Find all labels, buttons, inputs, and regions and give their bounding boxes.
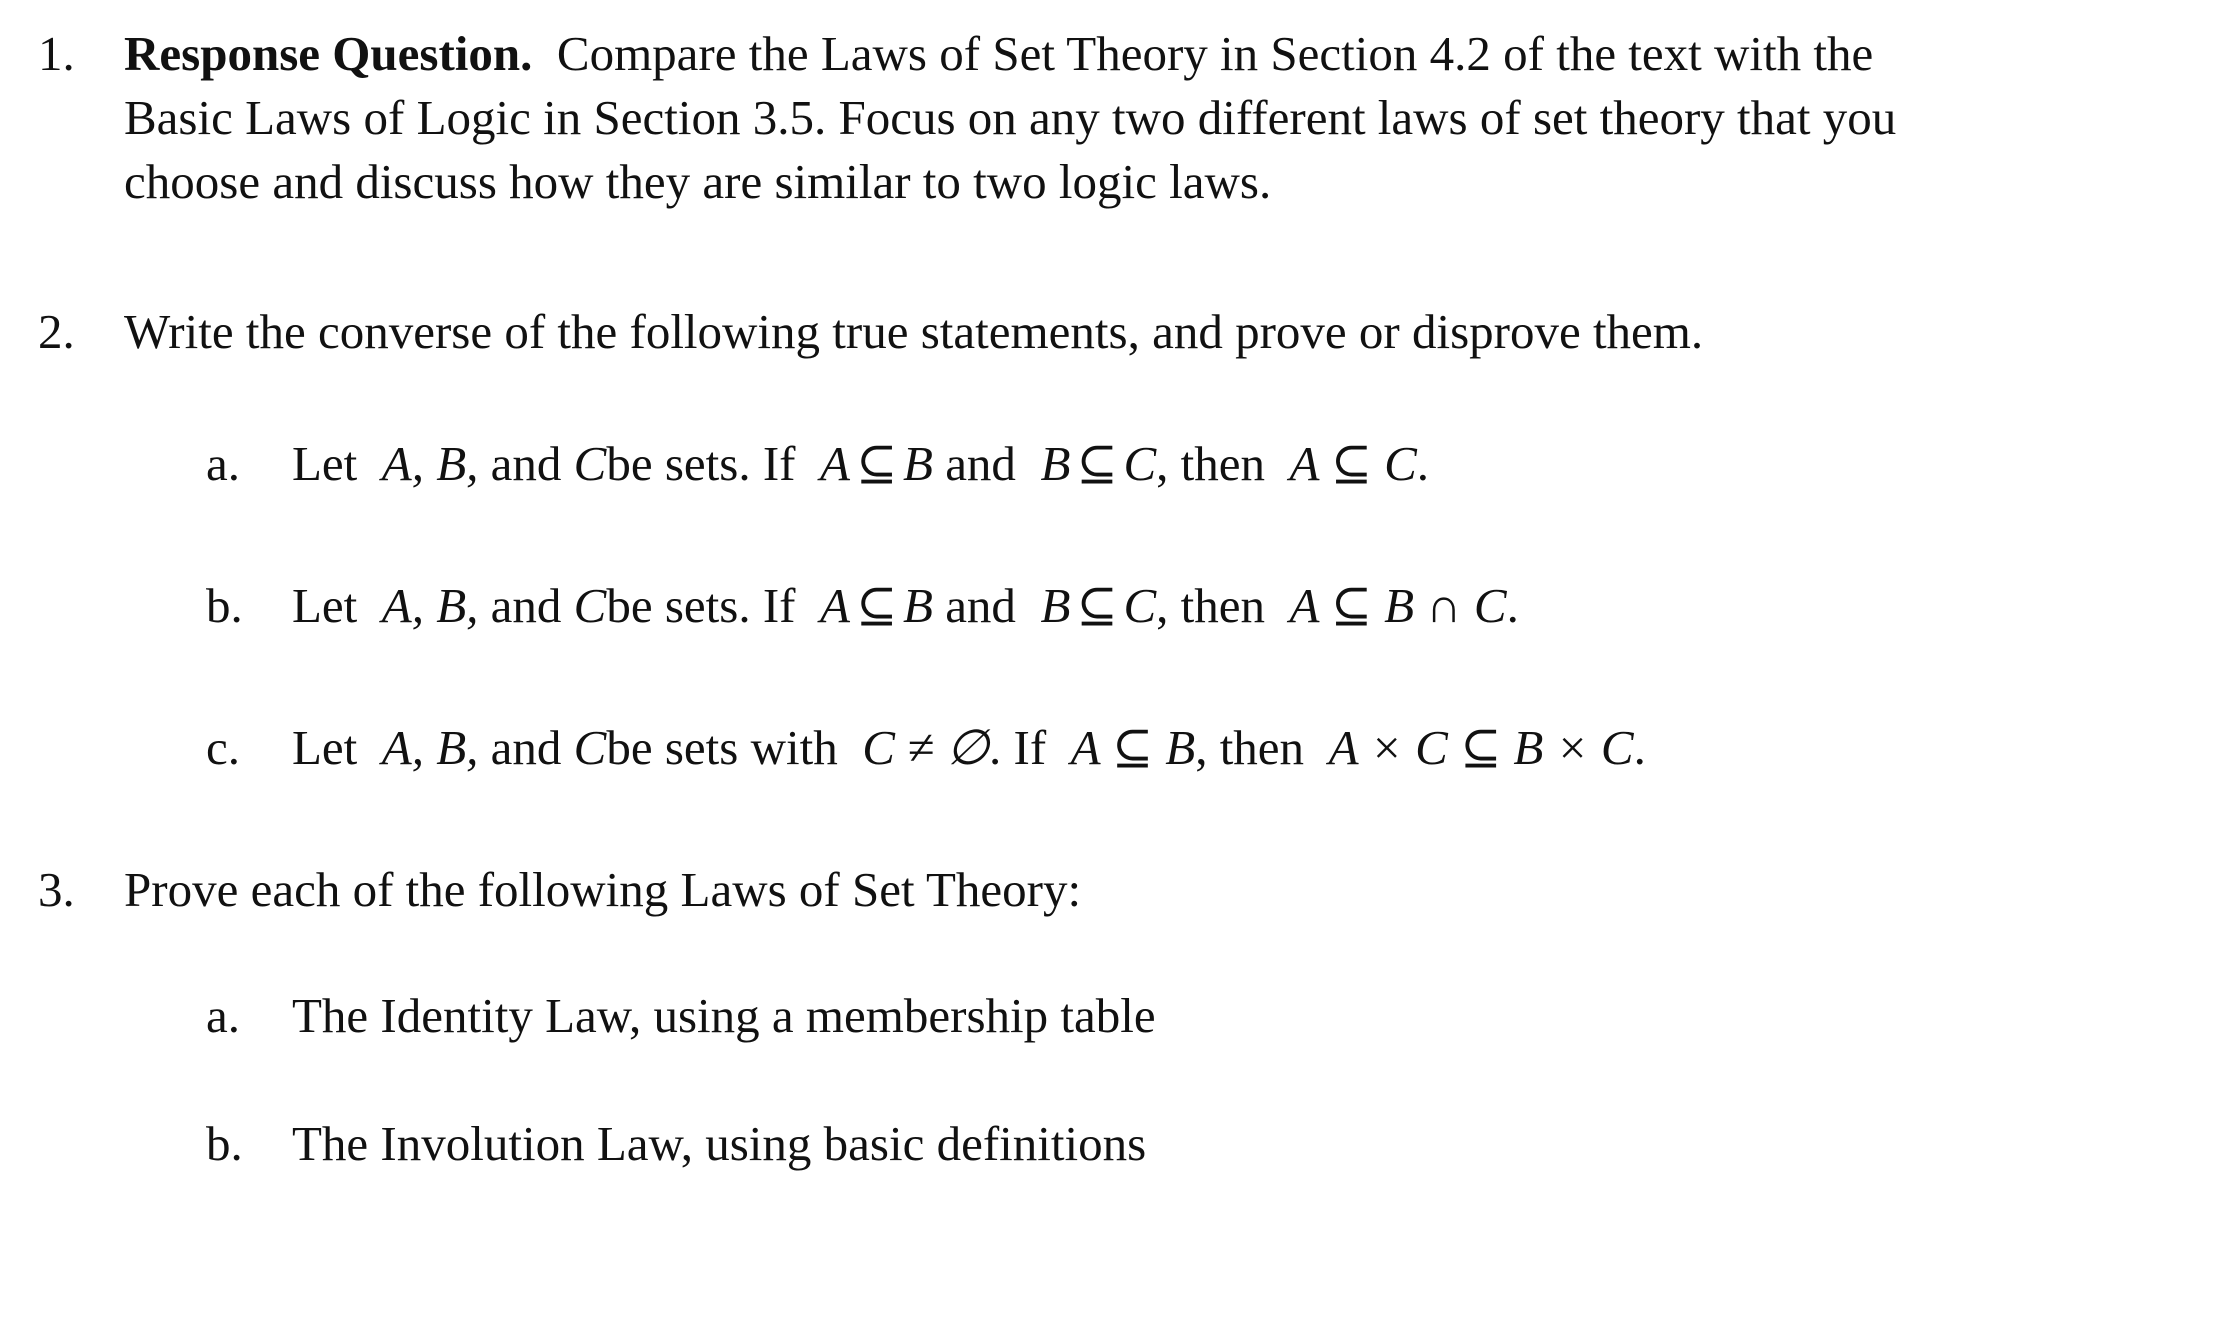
question-3a-text: The Identity Law, using a membership table: [292, 988, 1156, 1043]
question-1-line-2: Basic Laws of Logic in Section 3.5. Focus on any two different laws of set theory that you: [124, 90, 1897, 145]
question-2a-label: a.: [206, 436, 240, 491]
question-3a-label: a.: [206, 988, 240, 1043]
question-2-text: Write the converse of the following true statements, and prove or disprove them.: [124, 304, 1704, 359]
question-1-line-3: choose and discuss how they are similar to two logic laws.: [124, 154, 1272, 209]
question-1-number: 1.: [38, 26, 75, 81]
question-1-line1-text: Compare the Laws of Set Theory in Section 4.2 of the text with the: [556, 26, 1874, 81]
question-3b-text: The Involution Law, using basic definitions: [292, 1116, 1147, 1171]
question-1-text: [124, 22, 2184, 214]
question-3b-label: b.: [206, 1116, 243, 1171]
question-2b-text: Let A, B, and Cbe sets. If A ⊆ B and B ⊆ C, then A ⊆ B ∩ C.: [292, 578, 1519, 633]
question-3-number: 3.: [38, 862, 75, 917]
question-2c-label: c.: [206, 720, 240, 775]
question-3-text: Prove each of the following Laws of Set Theory:: [124, 862, 1082, 917]
question-2c-text: Let A, B, and Cbe sets with C ≠ ∅. If A ⊆ B, then A × C ⊆ B × C.: [292, 720, 1646, 775]
question-2-number: 2.: [38, 304, 75, 359]
question-1-line-1: [124, 22, 2184, 86]
question-1-title: Response Question.: [124, 26, 533, 81]
question-2b-label: b.: [206, 578, 243, 633]
question-2a-text: Let A, B, and Cbe sets. If A ⊆ B and B ⊆ C, then A ⊆ C.: [292, 436, 1430, 491]
